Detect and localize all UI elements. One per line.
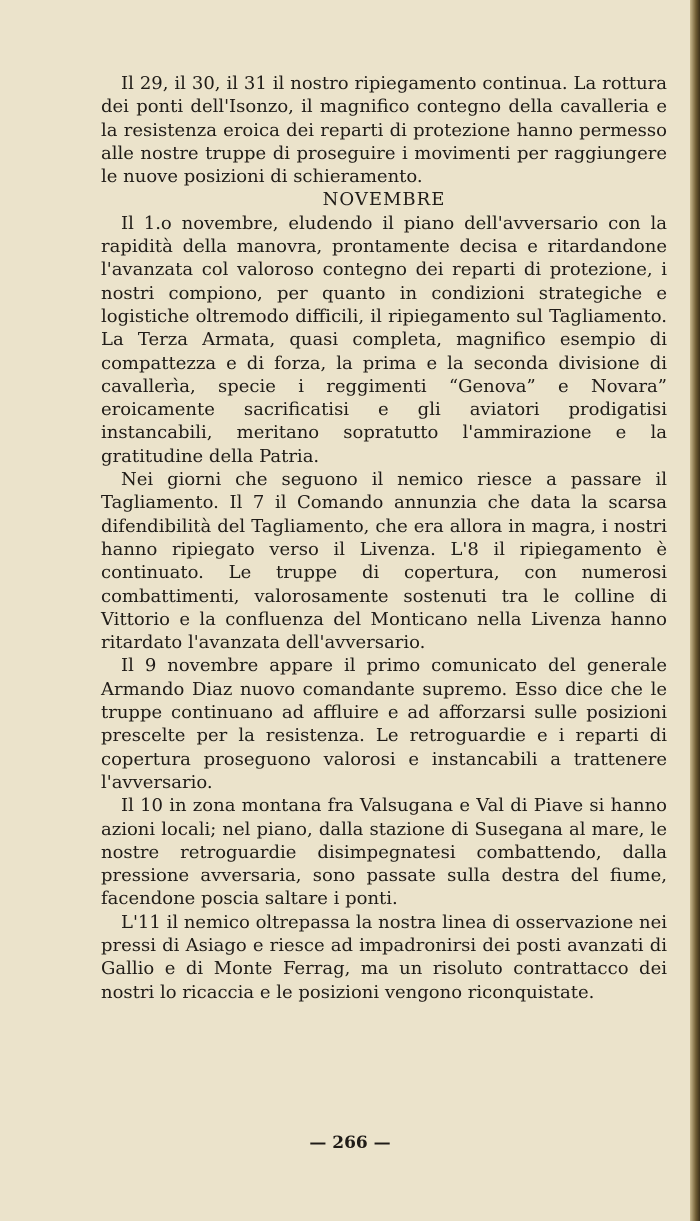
- page-edge-shadow: [690, 0, 700, 1221]
- page-number: — 266 —: [309, 1133, 391, 1153]
- body-text: [101, 72, 667, 1004]
- paragraph: Nei giorni che seguono il nemico riesce a passare il Tagliamento. Il 7 il Comando annunzia che data la scarsa difendibilità del Tagliamento, che era allora in magra, i nostri hanno ripiegato verso il Livenza. L'8 il ripiegamento è continuato. Le truppe di copertura, con numerosi combattimenti, valorosamente sostenuti tra le colline di Vittorio e la confluenza del Monticano nella Livenza hanno ritardato l'avanzata dell'avversario.: [101, 469, 667, 654]
- paragraph: Il 9 novembre appare il primo comunicato del generale Armando Diaz nuovo comandante supremo. Esso dice che le truppe continuano ad affluire e ad afforzarsi sulle posizioni prescelte per la resistenza. Le retroguardie e i reparti di copertura proseguono valorosi e instancabili a trattenere l'avversario.: [101, 655, 667, 793]
- paragraph: Il 1.o novembre, eludendo il piano dell'avversario con la rapidità della manovra, prontamente decisa e ritardandone l'avanzata col valoroso contegno dei reparti di protezione, i nostri compiono, per quanto in condizioni strategiche e logistiche oltremodo difficili, il ripiegamento sul Tagliamento. La Terza Armata, quasi completa, magnifico esempio di compattezza e di forza, la prima e la seconda divisione di cavallerìa, specie i reggimenti “Genova” e Novara” eroicamente sacrificatisi e gli aviatori prodigatisi instancabili, meritano sopratutto l'ammirazione e la gratitudine della Patria.: [101, 212, 667, 467]
- paragraph: Il 10 in zona montana fra Valsugana e Val di Piave si hanno azioni locali; nel piano, dalla stazione di Susegana al mare, le nostre retroguardie disimpegnatesi combattendo, dalla pressione avversaria, sono passate sulla destra del fiume, facendone poscia saltare i ponti.: [101, 795, 667, 910]
- paragraph: L'11 il nemico oltrepassa la nostra linea di osservazione nei pressi di Asiago e riesce ad impadronirsi dei posti avanzati di Gallio e di Monte Ferrag, ma un risoluto contrattacco dei nostri lo ricaccia e le posizioni vengono riconquistate.: [101, 911, 667, 1003]
- section-heading: NOVEMBRE: [322, 189, 446, 211]
- paragraph: Il 29, il 30, il 31 il nostro ripiegamento continua. La rottura dei ponti dell'Isonzo, il magnifico contegno della cavalleria e la resistenza eroica dei reparti di protezione hanno permesso alle nostre truppe di proseguire i movimenti per raggiungere le nuove posizioni di schieramento.: [101, 73, 667, 188]
